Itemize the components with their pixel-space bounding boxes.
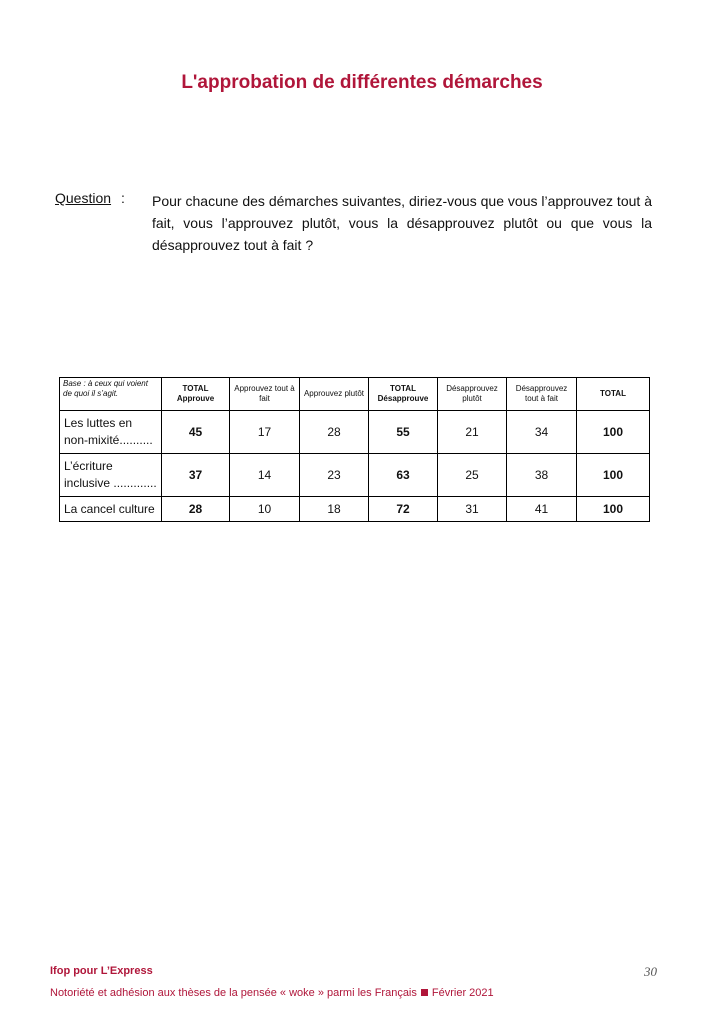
cell-value: 45 — [162, 411, 230, 454]
footer-description — [50, 987, 494, 999]
square-bullet-icon — [421, 989, 428, 996]
cell-value: 55 — [369, 411, 438, 454]
footer-date: Février 2021 — [431, 987, 494, 999]
cell-value: 21 — [438, 411, 507, 454]
cell-value: 34 — [507, 411, 577, 454]
base-note: Base : à ceux qui voient de quoi il s’agit. — [60, 378, 162, 411]
cell-value: 10 — [230, 497, 300, 522]
cell-value: 100 — [577, 411, 650, 454]
table-header-row — [60, 378, 650, 411]
cell-value: 38 — [507, 454, 577, 497]
cell-value: 63 — [369, 454, 438, 497]
header-desapprouvez-tout-a-fait: Désapprouvez tout à fait — [507, 378, 577, 411]
question-text: Pour chacune des démarches suivantes, diriez-vous que vous l’approuvez tout à fait, vous l’approuvez plutôt, vous la désapprouvez plutôt ou que vous la désapprouvez tout à fait ? — [152, 193, 652, 253]
row-label: La cancel culture — [60, 497, 162, 522]
cell-value: 100 — [577, 497, 650, 522]
question-label: Question — [55, 190, 112, 206]
row-label: Les luttes en non-mixité.......... — [60, 411, 162, 454]
row-label: L’écriture inclusive ............. — [60, 454, 162, 497]
header-total-approuve: TOTAL Approuve — [162, 378, 230, 411]
cell-value: 41 — [507, 497, 577, 522]
cell-value: 28 — [162, 497, 230, 522]
cell-value: 28 — [300, 411, 369, 454]
table-row — [60, 497, 650, 522]
question-colon: : — [121, 190, 125, 206]
table-row — [60, 454, 650, 497]
results-table — [59, 377, 650, 522]
footer-brand: Ifop pour L’Express — [50, 965, 153, 977]
cell-value: 14 — [230, 454, 300, 497]
table-row — [60, 411, 650, 454]
header-total: TOTAL — [577, 378, 650, 411]
cell-value: 100 — [577, 454, 650, 497]
cell-value: 72 — [369, 497, 438, 522]
cell-value: 18 — [300, 497, 369, 522]
page-title: L'approbation de différentes démarches — [181, 72, 543, 93]
footer-description-text: Notoriété et adhésion aux thèses de la pensée « woke » parmi les Français — [50, 987, 417, 999]
cell-value: 31 — [438, 497, 507, 522]
cell-value: 23 — [300, 454, 369, 497]
header-approuvez-tout-a-fait: Approuvez tout à fait — [230, 378, 300, 411]
header-approuvez-plutot: Approuvez plutôt — [300, 378, 369, 411]
header-total-desapprouve: TOTAL Désapprouve — [369, 378, 438, 411]
cell-value: 37 — [162, 454, 230, 497]
cell-value: 17 — [230, 411, 300, 454]
page-number: 30 — [644, 964, 657, 979]
header-desapprouvez-plutot: Désapprouvez plutôt — [438, 378, 507, 411]
cell-value: 25 — [438, 454, 507, 497]
